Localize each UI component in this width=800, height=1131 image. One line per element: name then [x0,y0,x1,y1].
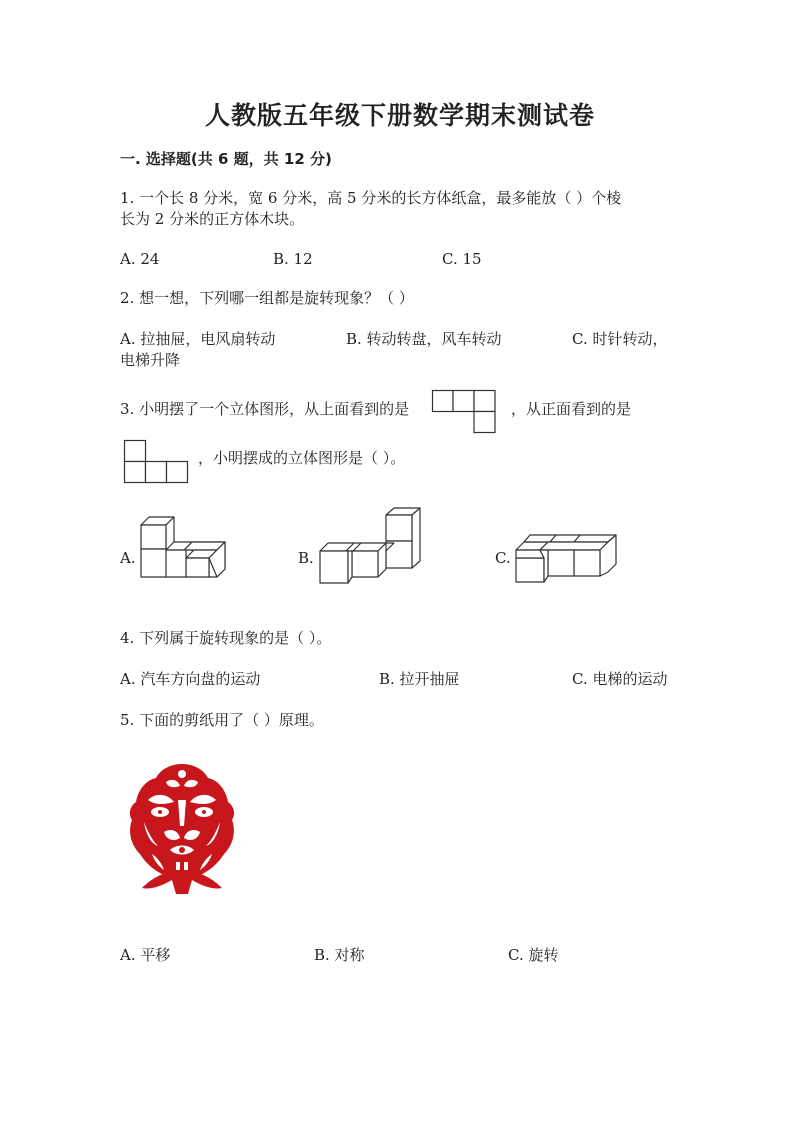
q5-option-c[interactable]: C. 旋转 [508,946,559,964]
q5-option-a[interactable]: A. 平移 [120,946,171,964]
question-1-line-1: 1. 一个长 8 分米，宽 6 分米，高 5 分米的长方体纸盒，最多能放（ ）个棱 [120,189,622,207]
front-view-figure [124,440,190,484]
q2-option-b[interactable]: B. 转动转盘，风车转动 [346,330,502,348]
q4-option-c[interactable]: C. 电梯的运动 [572,670,668,688]
page-title: 人教版五年级下册数学期末测试卷 [204,101,595,130]
question-3-part-3: ，小明摆成的立体图形是（ ）。 [198,449,406,467]
q3-option-c-figure[interactable] [514,532,620,586]
q4-option-a[interactable]: A. 汽车方向盘的运动 [120,670,261,688]
q3-option-b-figure[interactable] [318,507,424,585]
q2-option-c-continued: 电梯升降 [120,351,181,369]
question-3-part-2: ，从正面看到的是 [511,400,632,418]
top-view-figure [432,390,496,435]
section-heading: 一. 选择题(共 6 题，共 12 分) [120,150,332,168]
q1-option-b[interactable]: B. 12 [273,250,313,268]
q3-option-a-label[interactable]: A. [120,549,136,567]
q1-option-a[interactable]: A. 24 [120,250,160,268]
question-1-line-2: 长为 2 分米的正方体木块。 [120,210,305,228]
q3-option-c-label[interactable]: C. [495,549,511,567]
question-2: 2. 想一想，下列哪一组都是旋转现象？（ ） [120,289,414,307]
q1-option-c[interactable]: C. 15 [442,250,482,268]
question-5: 5. 下面的剪纸用了（ ）原理。 [120,711,324,729]
question-3-part-1: 3. 小明摆了一个立体图形，从上面看到的是 [120,400,410,418]
q2-option-a[interactable]: A. 拉抽屉，电风扇转动 [120,330,276,348]
q3-option-a-figure[interactable] [138,515,230,583]
question-4: 4. 下列属于旋转现象的是（ ）。 [120,629,332,647]
q5-option-b[interactable]: B. 对称 [314,946,365,964]
q2-option-c[interactable]: C. 时针转动， [572,330,668,348]
q3-option-b-label[interactable]: B. [298,549,314,567]
q4-option-b[interactable]: B. 拉开抽屉 [379,670,460,688]
paper-cut-face-image [122,760,242,896]
